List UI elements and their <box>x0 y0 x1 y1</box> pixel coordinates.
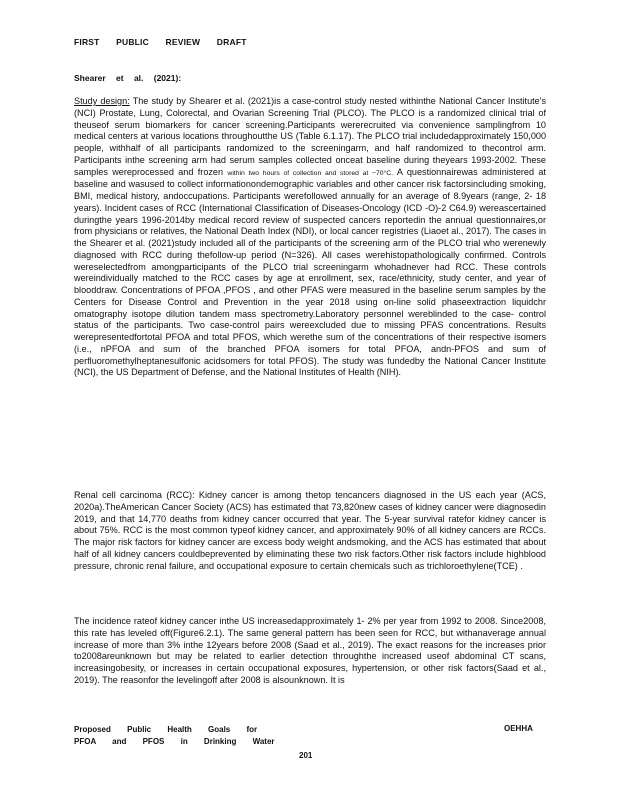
draft-header: FIRST PUBLIC REVIEW DRAFT <box>74 37 247 47</box>
footer-line-1: Proposed Public Health Goals for <box>74 725 258 734</box>
citation-heading: Shearer et al. (2021): <box>74 73 182 83</box>
study-design-text-a: The study by Shearer et al. (2021)is a case-control study nested withinthe National Cancer Institute's (NCI) Prostate, Lung, Colorectal, and Ovarian Screening Trial (PLCO). The PLCO is a randomized clinical trial of theuseof serum biomarkers for cancer screening.Participants wererecruited via convenience samplingfrom 10 medical centers at various locations throughoutthe US (Table 6.1.17). The PLCO trial includedapproximately 150,000 people, withhalf of all participants randomized to the screeningarm, and half randomized to thecontrol arm. Participants inthe screening arm had serum samples collected onceat baseline during theyears 1993-2002. These samples wereprocessed and frozen <box>74 96 547 177</box>
rcc-paragraph: Renal cell carcinoma (RCC): Kidney cancer is among thetop tencancers diagnosed in the US each year (ACS, 2020a).TheAmerican Cancer Society (ACS) has estimated that 73,820new cases of kidney cancer were diagnosedin 2019, and that 14,770 deaths from kidney cancer occurred that year. The 5-year survival ratefor kidney cancer is about 75%. RCC is the most common typeof kidney cancer, and approximately 90% of all kidney cancers are RCCs. The major risk factors for kidney cancer are excess body weight andsmoking, and the ACS has estimated that about half of all kidney cancers couldbeprevented by eliminating these two risk factors.Other risk factors include highblood pressure, chronic renal failure, and occupational exposure to certain chemicals such as trichloroethylene(TCE) . <box>74 490 546 571</box>
footer-title <box>74 724 275 747</box>
page-number: 201 <box>299 751 313 760</box>
storage-note: within two hours of collection and stored at −70°C. <box>227 169 394 177</box>
footer-line-2: PFOA and PFOS in Drinking Water <box>74 736 275 746</box>
study-design-paragraph <box>74 96 546 379</box>
study-design-label: Study design: <box>74 96 130 106</box>
study-design-text-b: A questionnairewas administered at baseline and wasused to collect informationondemographic variables and other cancer risk factorsincluding smoking, BMI, medical history, andoccupations. Participants werefollowed annually for an average of 8.9years (range, 2- 18 years). Incident cases of RCC (International Classification of Diseases-Oncology (ICD -O)-2 C64.9) wereascertained duringthe years 1996-2014by medical record review of suspected cancers reportedin the annual questionnaires,or from physicians or relatives, the National Death Index (NDI), or local cancer registries (Liaoet al., 2017). The cases in the Shearer et al. (2021)study included all of the participants of the screening arm of the PLCO trial who werenewly diagnosed with RCC during thefollow-up period (N=326). All cases werehistopathologically confirmed. Controls wereselectedfrom amongparticipants of the PLCO trial screeningarm whohadnever had RCC. These controls wereindividually matched to the RCC cases by age at enrollment, sex, race/ethnicity, study center, and year of blooddraw. Concentrations of PFOA ,PFOS , and other PFAS were measured in the baseline serum samples by the Centers for Disease Control and Prevention in the year 2018 using on-line solid phaseextraction liquidchr omatography isotope dilution tandem mass spectrometry.Laboratory personnel wereblinded to the case- control status of the participants. Two case-control pairs wereexcluded due to missing PFAS concentrations. Results werepresentedfortotal PFOA and total PFOS, which werethe sum of the concentrations of their respective isomers (i.e., nPFOA and sum of the branched PFOA isomers for total PFOA, andn-PFOS and sum of perfluoromethylheptanesulfonic acidsomers for total PFOS). The study was fundedby the National Cancer Institute (NCI), the US Department of Defense, and the National Institutes of Health (NIH). <box>74 166 546 378</box>
incidence-paragraph: The incidence rateof kidney cancer inthe US increasedapproximately 1- 2% per year from 1992 to 2008. Since2008, this rate has leveled off(Figure6.2.1). The same general pattern has been seen for RCC, but withanaverage annual increase of more than 3% inthe 12years before 2008 (Saad et al., 2019). The exact reasons for the increases prior to2008areunknown but may be related to earlier detection throughthe increased useof abdominal CT scans, increasingobesity, or increases in certain occupational exposures, hypertension, or other risk factors(Saad et al., 2019). The reasonfor the levelingoff after 2008 is alsounknown. It is <box>74 616 546 685</box>
footer-organization: OEHHA <box>504 724 533 733</box>
